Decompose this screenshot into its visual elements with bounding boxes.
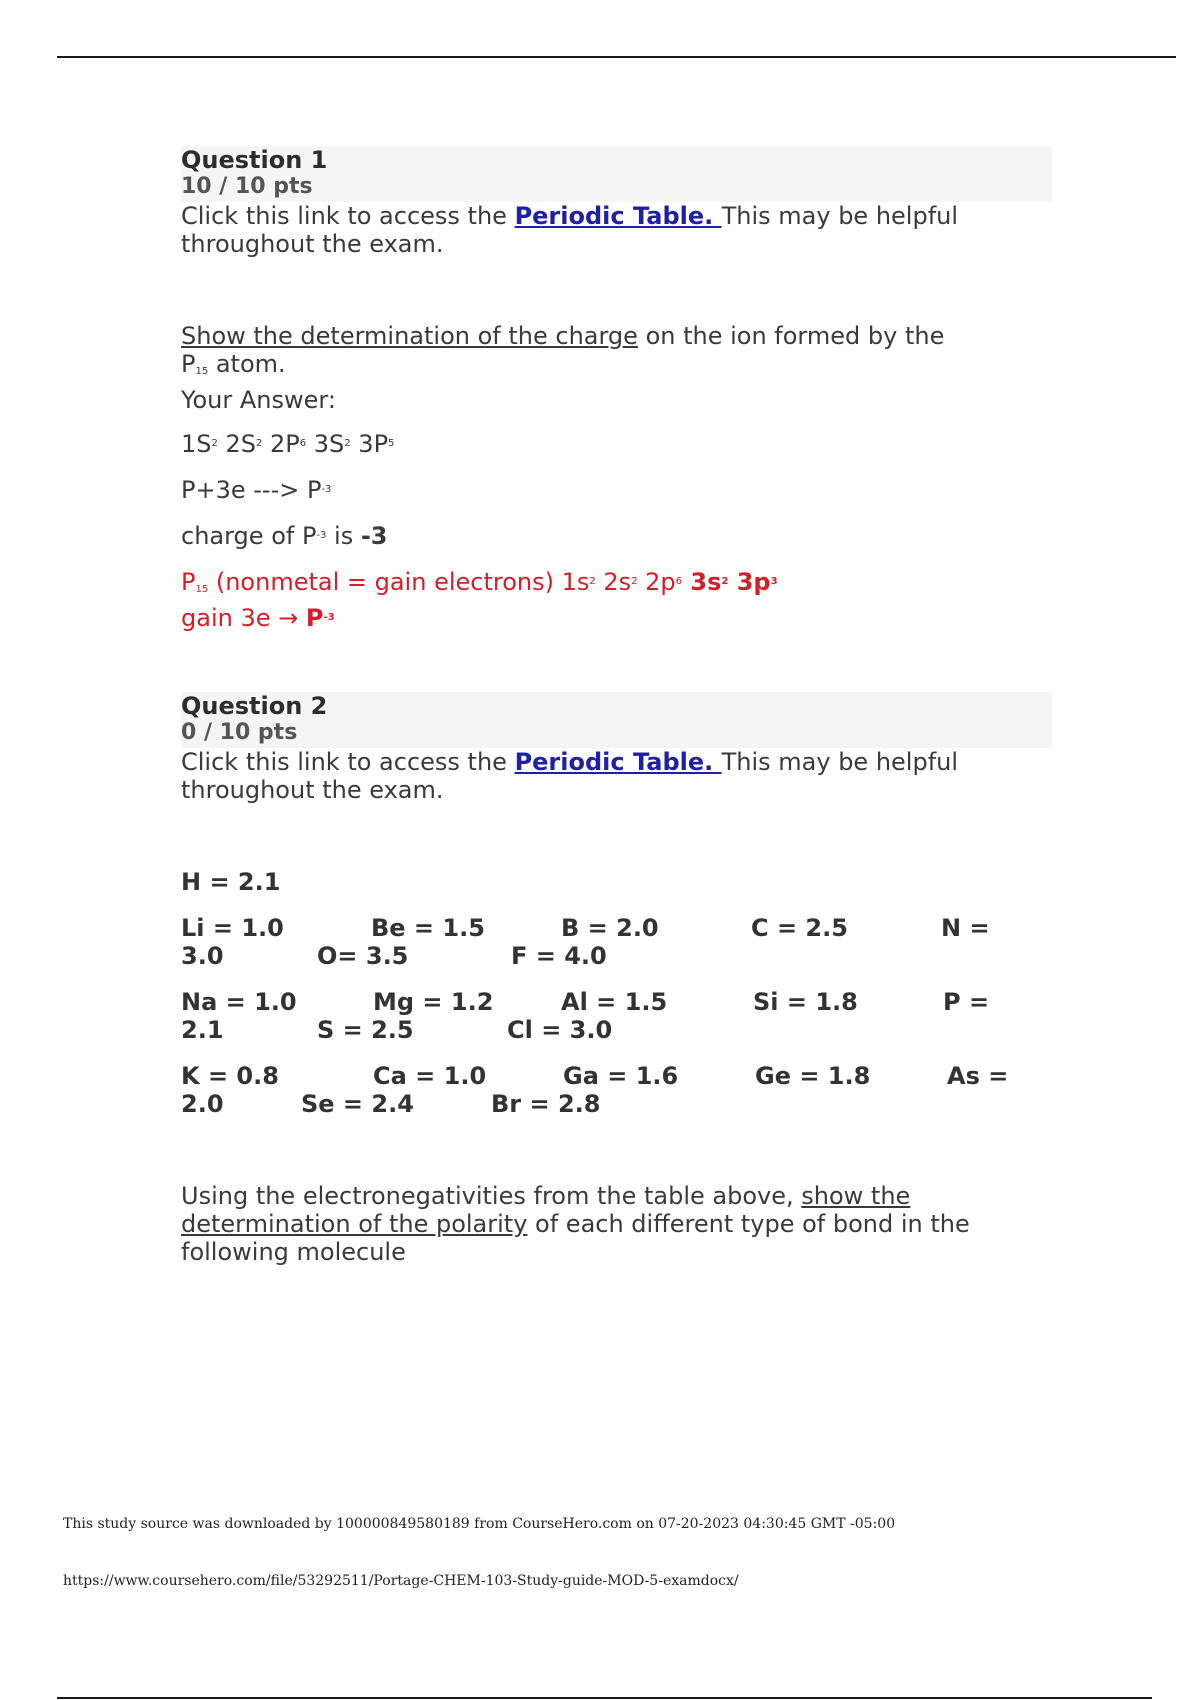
electronegativity-h: H = 2.1 — [181, 868, 281, 896]
bottom-rule — [57, 1697, 1152, 1699]
answer-key: $P_{15}$ (nonmetal = gain electrons) $1s^2$ $2s^2$ $2p^6$ $3s^2$ $3p^3$ gain $3e \to P^{-3}$ — [181, 568, 778, 632]
question-1-title: Question 1 — [181, 146, 328, 174]
question-2-prompt: Using the electronegativities from the table above, show the determination of the polarity of each different type of bond in the following molecule — [181, 1182, 970, 1266]
answer-electron-config: $1S^2$ $2S^2$ $2P^6$ $3S^2$ $3P^5$ — [181, 430, 395, 458]
prompt-subscript: 15 — [195, 366, 209, 377]
intro-text-post: This may be helpful — [721, 748, 959, 776]
your-answer-label: Your Answer: — [181, 386, 336, 414]
prompt-rest: on the ion formed by the — [637, 322, 945, 350]
intro-text: Click this link to access the — [181, 748, 515, 776]
question-2-points: 0 / 10 pts — [181, 720, 298, 745]
question-2-intro — [181, 748, 1061, 804]
intro-text: Click this link to access the — [181, 202, 515, 230]
question-1-header — [181, 146, 1052, 202]
periodic-table-link[interactable]: Periodic Table. — [514, 748, 722, 776]
question-2-header — [181, 692, 1052, 748]
question-1-intro — [181, 202, 1061, 258]
periodic-table-link[interactable]: Periodic Table. — [514, 202, 722, 230]
answer-reaction: P+3e ---> $P^{-3}$ — [181, 476, 332, 504]
electronegativity-row-1: Li = 1.0 Be = 1.5 B = 2.0 C = 2.5 N = 3.0 O= 3.5 F = 4.0 — [181, 914, 990, 970]
prompt-end: atom. — [208, 350, 286, 378]
question-1-points: 10 / 10 pts — [181, 174, 313, 199]
question-1-prompt — [181, 322, 1061, 414]
question-2-title: Question 2 — [181, 692, 328, 720]
electronegativity-row-2: Na = 1.0 Mg = 1.2 Al = 1.5 Si = 1.8 P = 2.1 S = 2.5 Cl = 3.0 — [181, 988, 990, 1044]
intro-text-line2: throughout the exam. — [181, 230, 444, 258]
footer-source: This study source was downloaded by 100000849580189 from CourseHero.com on 07-20-2023 04:30:45 GMT -05:00 — [63, 1516, 896, 1532]
electronegativity-row-3: K = 0.8 Ca = 1.0 Ga = 1.6 Ge = 1.8 As = 2.0 Se = 2.4 Br = 2.8 — [181, 1062, 1009, 1118]
prompt-element: P — [181, 350, 196, 378]
footer-url[interactable]: https://www.coursehero.com/file/53292511/Portage-CHEM-103-Study-guide-MOD-5-examdocx/ — [63, 1573, 739, 1589]
prompt-underlined: Show the determination of the charge — [181, 322, 638, 350]
exam-content — [181, 146, 1061, 1266]
intro-text-line2: throughout the exam. — [181, 776, 444, 804]
top-rule — [57, 56, 1176, 58]
intro-text-post: This may be helpful — [721, 202, 959, 230]
answer-charge: charge of $P^{-3}$ is -3 — [181, 522, 388, 550]
